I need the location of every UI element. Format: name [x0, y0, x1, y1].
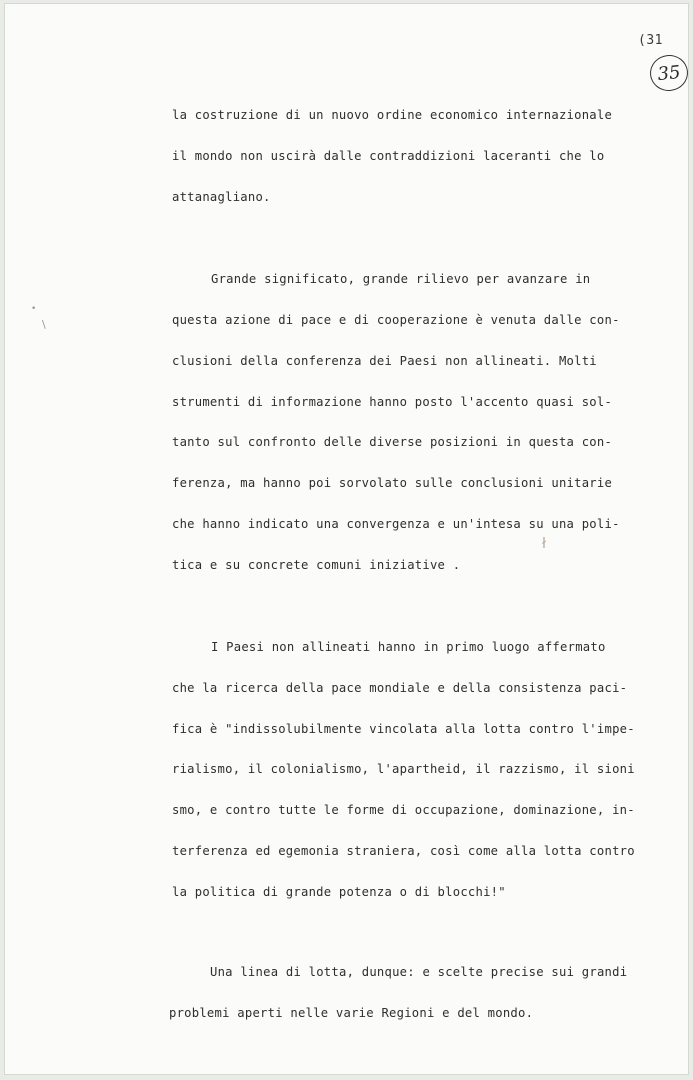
margin-speck: • — [31, 304, 37, 314]
text-line: smo, e contro tutte le forme di occupazione, dominazione, in- — [172, 803, 635, 817]
text-line: che hanno indicato una convergenza e un'intesa su una poli- — [172, 517, 620, 531]
text-line: ferenza, ma hanno poi sorvolato sulle conclusioni unitarie — [172, 476, 613, 490]
ink-smudge: ł — [542, 536, 546, 552]
text-line: tica e su concrete comuni iniziative . — [172, 558, 461, 572]
text-line: strumenti di informazione hanno posto l'accento quasi sol- — [172, 395, 613, 409]
text-line: il mondo non uscirà dalle contraddizioni laceranti che lo — [172, 149, 605, 163]
text-line: Una linea di lotta, dunque: e scelte precise sui grandi — [210, 965, 628, 979]
text-line: tanto sul confronto delle diverse posizioni in questa con- — [172, 435, 613, 449]
text-line: terferenza ed egemonia straniera, così come alla lotta contro — [172, 844, 635, 858]
text-line: fica è "indissolubilmente vincolata alla lotta contro l'impe- — [172, 722, 635, 736]
text-line: la politica di grande potenza o di blocchi!" — [172, 885, 506, 899]
page-stamp-number: 35 — [656, 61, 682, 85]
text-line: problemi aperti nelle varie Regioni e del mondo. — [169, 1006, 534, 1020]
text-line: I Paesi non allineati hanno in primo luogo affermato — [211, 640, 606, 654]
text-line: che la ricerca della pace mondiale e della consistenza paci- — [172, 681, 628, 695]
page-number: (31 — [638, 33, 663, 48]
document-page — [4, 3, 689, 1075]
text-line: rialismo, il colonialismo, l'apartheid, il razzismo, il sioni — [172, 762, 635, 776]
text-line: attanagliano. — [172, 190, 271, 204]
text-line: questa azione di pace e di cooperazione è venuta dalle con- — [172, 313, 620, 327]
text-line: la costruzione di un nuovo ordine economico internazionale — [172, 108, 613, 122]
margin-tick: \ — [42, 318, 46, 331]
text-line: Grande significato, grande rilievo per avanzare in — [211, 272, 591, 286]
text-line: clusioni della conferenza dei Paesi non allineati. Molti — [172, 354, 597, 368]
